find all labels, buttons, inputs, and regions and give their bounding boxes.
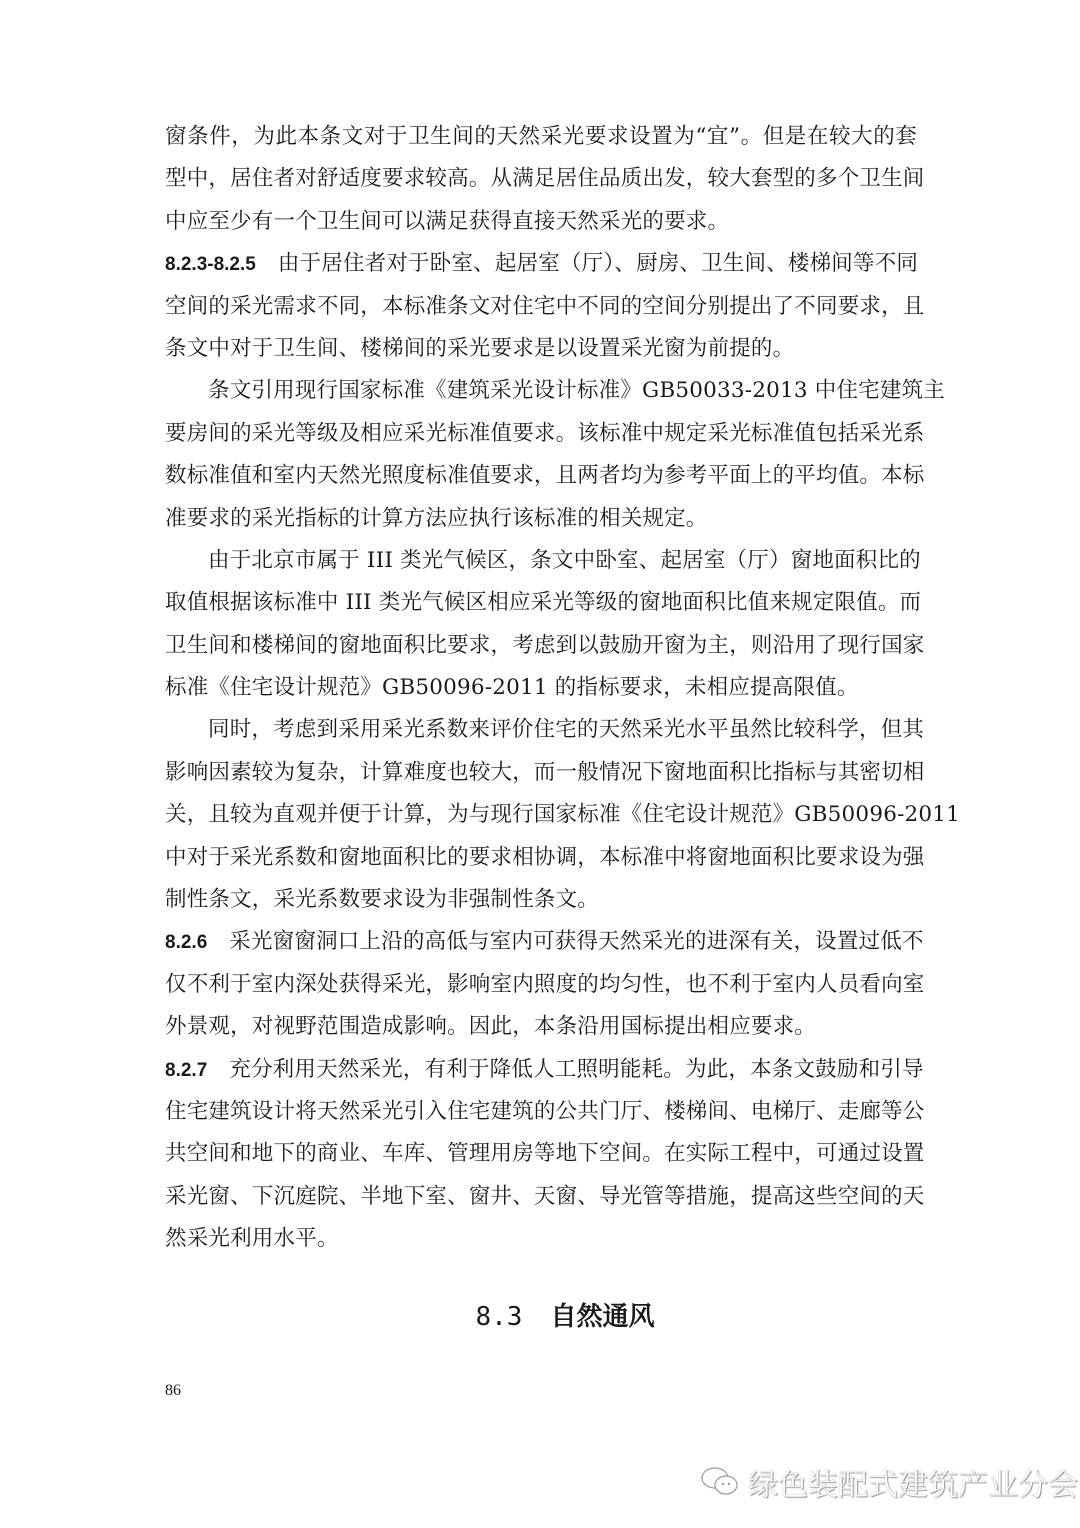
text-line: 型中，居住者对舒适度要求较高。从满足居住品质出发，较大套型的多个卫生间 [165,166,925,192]
page-number: 86 [165,1382,181,1399]
text-line: 条文中对于卫生间、楼梯间的采光要求是以设置采光窗为前提的。 [165,335,795,361]
text-line: 影响因素较为复杂，计算难度也较大，而一般情况下窗地面积比指标与其密切相 [165,759,925,785]
text-line: 窗条件，为此本条文对于卫生间的天然采光要求设置为“宜”。但是在较大的套 [165,124,917,149]
text-line: 充分利用天然采光，有利于降低人工照明能耗。为此，本条文鼓励和引导 [229,1056,924,1082]
watermark-text: 绿色装配式建筑产业分会 [748,1468,1078,1503]
text-line: 中对于采光系数和窗地面积比的要求相协调，本标准中将窗地面积比要求设为强 [165,844,925,870]
text-line: 住宅建筑设计将天然采光引入住宅建筑的公共门厅、楼梯间、电梯厅、走廊等公 [165,1098,925,1124]
text-line: 条文引用现行国家标准《建筑采光设计标准》GB50033-2013 中住宅建筑主 [208,378,945,404]
wechat-icon [700,1465,740,1499]
text-line: 空间的采光需求不同，本标准条文对住宅中不同的空间分别提出了不同要求，且 [165,293,925,319]
text-line: 制性条文，采光系数要求设为非强制性条文。 [165,887,600,913]
text-line: 外景观，对视野范围造成影响。因此，本条沿用国标提出相应要求。 [165,1014,817,1040]
text-line: 仅不利于室内深处获得采光，影响室内照度的均匀性，也不利于室内人员看向室 [165,971,925,997]
text-line: 关，且较为直观并便于计算，为与现行国家标准《住宅设计规范》GB50096-2011 [165,802,961,828]
text-line: 由于北京市属于 III 类光气候区，条文中卧室、起居室（厅）窗地面积比的 [208,547,921,573]
clause-number: 8.2.6 [165,932,208,954]
section-heading [0,1296,1080,1333]
text-line: 采光窗窗洞口上沿的高低与室内可获得天然采光的进深有关，设置过低不 [229,929,924,955]
clause-number: 8.2.3-8.2.5 [165,254,256,276]
clause-line [165,1049,924,1091]
clause-number: 8.2.7 [165,1059,208,1081]
text-line: 卫生间和楼梯间的窗地面积比要求，考虑到以鼓励开窗为主，则沿用了现行国家 [165,632,925,658]
clause-line [165,243,917,285]
text-line: 采光窗、下沉庭院、半地下室、窗井、天窗、导光管等措施，提高这些空间的天 [165,1183,925,1209]
document-body [165,116,961,1261]
text-line: 然采光利用水平。 [165,1226,339,1252]
section-number: 8.3 [475,1302,523,1332]
text-line: 标准《住宅设计规范》GB50096-2011 的指标要求，未相应提高限值。 [165,675,859,701]
text-line: 共空间和地下的商业、车库、管理用房等地下空间。在实际工程中，可通过设置 [165,1141,925,1167]
text-line: 准要求的采光指标的计算方法应执行该标准的相关规定。 [165,505,708,531]
text-line: 取值根据该标准中 III 类光气候区相应采光等级的窗地面积比值来规定限值。而 [165,590,922,616]
text-line: 中应至少有一个卫生间可以满足获得直接天然采光的要求。 [165,208,730,234]
text-line: 数标准值和室内天然光照度标准值要求，且两者均为参考平面上的平均值。本标 [165,463,925,489]
text-line: 由于居住者对于卧室、起居室（厅）、厨房、卫生间、楼梯间等不同 [277,251,919,277]
text-line: 同时，考虑到采用采光系数来评价住宅的天然采光水平虽然比较科学，但其 [208,717,925,743]
clause-line [165,921,924,963]
watermark [700,1460,1078,1504]
section-title: 自然通风 [550,1302,655,1332]
text-line: 要房间的采光等级及相应采光标准值要求。该标准中规定采光标准值包括采光系 [165,420,925,446]
